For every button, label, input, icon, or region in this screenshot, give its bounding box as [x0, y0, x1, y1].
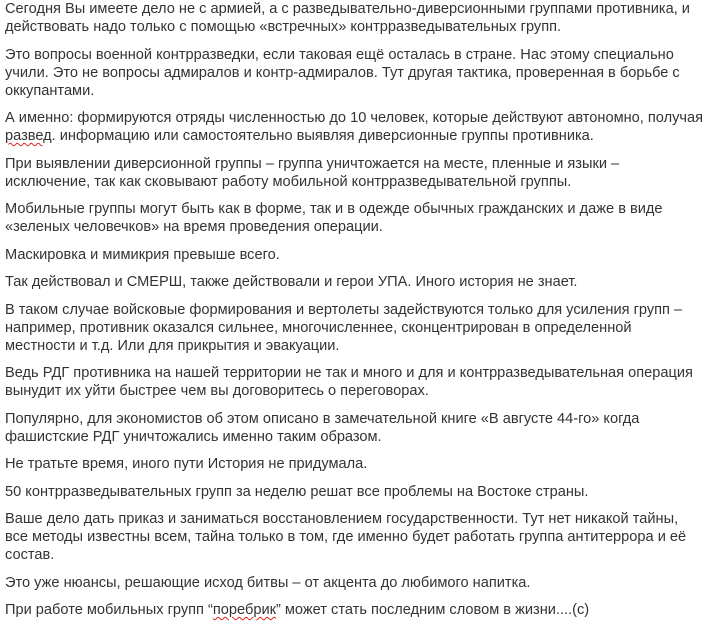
- paragraph-7: Так действовал и СМЕРШ, также действовали и герои УПА. Иного история не знает.: [5, 274, 578, 290]
- paragraph-15: [5, 601, 705, 619]
- paragraph-1: Сегодня Вы имеете дело не с армией, а с разведывательно-диверсионными группами противника, и действовать надо только с помощью «встречных» контрразведывательных групп.: [5, 1, 690, 35]
- paragraph-8: В таком случае войсковые формирования и вертолеты задействуются только для усиления групп – например, противник оказался сильнее, многочисленнее, сконцентрирован в определенной местности и т.д. Или для прикрытия и эвакуации.: [5, 301, 683, 354]
- paragraph-9: Ведь РДГ противника на нашей территории не так и много и для и контрразведывательная операция вынудит их уйти быстрее чем вы договоритесь о переговорах.: [5, 365, 693, 399]
- paragraph-13: Ваше дело дать приказ и заниматься восстановлением государственности. Тут нет никакой тайны, все методы известны всем, тайна только в том, где именно будет работать группа антитеррора и её состав.: [5, 511, 687, 563]
- paragraph-4: При выявлении диверсионной группы – группа уничтожается на месте, пленные и языки – исключение, так как сковывают работу мобильной контрразведывательной группы.: [5, 155, 620, 190]
- paragraph-10: Популярно, для экономистов об этом описано в замечательной книге «В августе 44-го» когда фашистские РДГ уничтожались именно таким образом.: [5, 410, 640, 445]
- paragraph-2: Это вопросы военной контрразведки, если таковая ещё осталась в стране. Нас этому специально учили. Это не вопросы адмиралов и контр-адмиралов. Тут другая тактика, проверенная в борьбе с оккупантами.: [5, 46, 680, 99]
- post-body: [5, 0, 705, 629]
- paragraph-15-text-start: При работе мобильных групп “: [5, 602, 213, 618]
- paragraph-12: 50 контрразведывательных групп за неделю решат все проблемы на Востоке страны.: [5, 483, 589, 500]
- paragraph-5: Мобильные группы могут быть как в форме, так и в одежде обычных гражданских и даже в виде «зеленых человечков» на время проведения операции.: [5, 201, 663, 235]
- paragraph-15-text-end: ” может стать последним словом в жизни....(с): [275, 602, 590, 618]
- paragraph-3-text-start: А именно: формируются отряды численностью до 10 человек, которые действуют автономно, получая: [5, 110, 704, 126]
- paragraph-6: Маскировка и мимикрия превыше всего.: [5, 246, 280, 263]
- paragraph-3-text-end: . информацию или самостоятельно выявляя диверсионные группы противника.: [51, 128, 594, 144]
- spellcheck-flagged-word[interactable]: развед: [5, 128, 52, 144]
- paragraph-11: Не тратьте время, иного пути История не придумала.: [5, 456, 368, 472]
- spellcheck-flagged-word[interactable]: поребрик: [212, 602, 276, 618]
- paragraph-3: [5, 109, 705, 145]
- paragraph-14: Это уже нюансы, решающие исход битвы – от акцента до любимого напитка.: [5, 574, 531, 591]
